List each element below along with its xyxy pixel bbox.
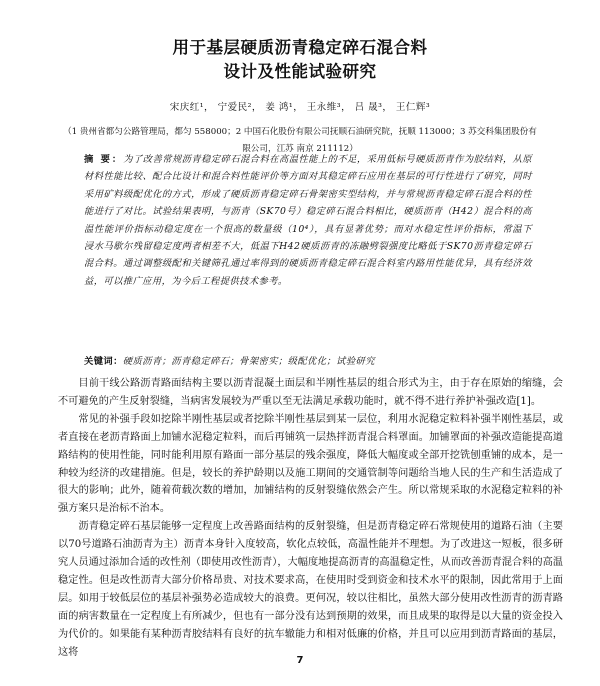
- abstract-text: 为了改善常规沥青稳定碎石混合料在高温性能上的不足，采用低标号硬质沥青作为胶结料，从原材料性能比较、配合比设计和混合料性能评价等方面对其稳定碎石应用在基层的可行性进行了研究，同时采用矿料级配优化的方式，形成了硬质沥青稳定碎石骨架密实型结构，并与常规沥青稳定碎石混合料的性能进行了对比。试验结果表明，与沥青（SK70号）稳定碎石混合料相比，硬质沥青（H42）混合料的高温性能评价指标动稳定度在一个很高的数量级（10⁴），具有显著优势；而对水稳定性评价指标，常温下浸水马歇尔残留稳定度两者相差不大，低温下H42硬质沥青的冻融劈裂强度比略低于SK70沥青稳定碎石混合料。通过调整级配和关键筛孔通过率得到的硬质沥青稳定碎石混合料室内路用性能优异，具有经济效益，可以推广应用，为今后工程提供技术参考。: [84, 154, 532, 287]
- paper-title-line-2: 设计及性能试验研究: [223, 62, 377, 81]
- paper-title-line-1: 用于基层硬质沥青稳定碎石混合料: [172, 38, 428, 57]
- body-paragraph-1: 目前干线公路沥青路面结构主要以沥青混凝土面层和半刚性基层的组合形式为主，由于存在原始的缩缝，会不可避免的产生反射裂缝，当病害发展较为严重以至无法满足承载功能时，就不得不进行养护补强改造[1]。: [58, 378, 563, 407]
- abstract: [84, 151, 532, 290]
- keywords-label: 关键词：: [84, 356, 123, 367]
- body-paragraph-2: 常见的补强手段如挖除半刚性基层或者挖除半刚性基层到某一层位，利用水泥稳定粒料补强半刚性基层，或者直接在老沥青路面上加铺水泥稳定粒料，而后再铺筑一层热拌沥青混合料罩面。加铺罩面的补强改造能提高道路结构的使用性能，同时能利用原有路面一部分基层的残余强度，降低大幅度或全部开挖铣刨重铺的成本，是一种较为经济的改建措施。但是，较长的养护龄期以及施工期间的交通管制等问题给当地人民的生产和生活造成了很大的影响；此外，随着荷载次数的增加，加铺结构的反射裂缝依然会产生。所以常规采取的水泥稳定粒料的补强方案只是治标不治本。: [58, 413, 563, 515]
- body-paragraph-3: 沥青稳定碎石基层能够一定程度上改善路面结构的反射裂缝，但是沥青稳定碎石常规使用的道路石油（主要以70号道路石油沥青为主）沥青本身针入度较高，软化点较低，高温性能并不理想。为了改进这一短板，很多研究人员通过添加合适的改性剂（即使用改性沥青），大幅度地提高沥青的高温稳定性，从而改善沥青混合料的高温稳定性。但是改性沥青大部分价格昂贵、对技术要求高，在使用时受到资金和技术水平的限制，因此常用于上面层。如用于较低层位的基层补强势必造成较大的浪费。更何况，较以往相比，虽然大部分使用改性沥青的沥青路面的病害数量在一定程度上有所减少，但也有一部分没有达到预期的效果，而且成果的取得是以大量的资金投入为代价的。如果能有某种沥青胶结料有良好的抗车辙能力和相对低廉的价格，并且可以应用到沥青路面的基层，这将: [58, 521, 563, 658]
- affiliations: （1 贵州省都匀公路管理局，都匀 558000；2 中国石化股份有限公司抚顺石油研究院，抚顺 113000；3 苏交科集团股份有限公司，江苏 南京 211112）: [63, 127, 537, 154]
- body-text: [58, 375, 563, 662]
- page-number: 7: [296, 655, 304, 666]
- author-list: 宋庆红¹， 宁爱民²， 姜 鸿¹， 王永维³， 吕 晟³， 王仁辉³: [169, 102, 431, 113]
- keywords: [84, 353, 532, 370]
- keywords-text: 硬质沥青；沥青稳定碎石；骨架密实；级配优化；试验研究: [122, 356, 375, 367]
- abstract-label: 摘 要：: [84, 154, 124, 165]
